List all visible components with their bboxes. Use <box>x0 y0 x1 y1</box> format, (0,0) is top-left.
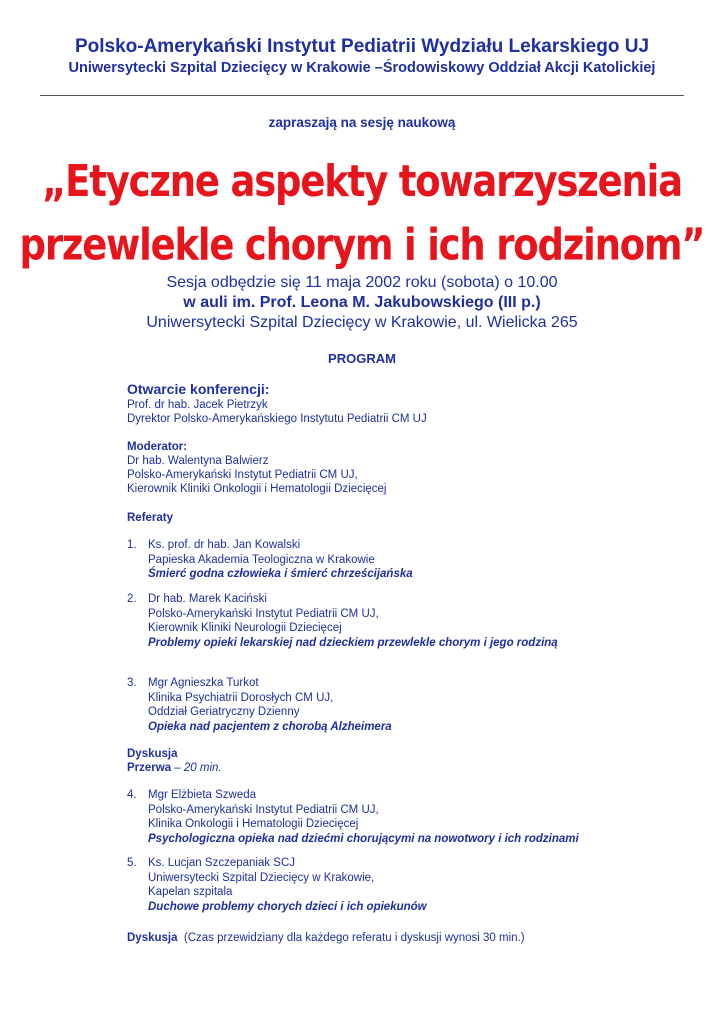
item-affiliation: Uniwersytecki Szpital Dziecięcy w Krakowie, <box>148 871 375 884</box>
moderator-section <box>127 440 387 496</box>
item-speaker: Ks. prof. dr hab. Jan Kowalski <box>148 539 301 551</box>
moderator-label: Moderator: <box>127 441 188 453</box>
program-item <box>127 538 413 582</box>
final-discussion-label: Dyskusja <box>127 932 178 944</box>
item-speaker: Dr hab. Marek Kaciński <box>148 593 267 605</box>
item-talk-title: Psychologiczna opieka nad dziećmi chorującymi na nowotwory i ich rodzinami <box>148 832 579 845</box>
program-item <box>127 676 392 734</box>
program-item <box>127 592 558 650</box>
opening-line: Dyrektor Polsko-Amerykańskiego Instytutu Pediatrii CM UJ <box>127 413 427 425</box>
item-affiliation: Oddział Geriatryczny Dzienny <box>148 706 300 718</box>
session-venue: w auli im. Prof. Leona M. Jakubowskiego (III p.) <box>183 294 541 311</box>
program-item <box>127 856 427 914</box>
item-speaker: Mgr Elżbieta Szweda <box>148 789 257 801</box>
opening-line: Prof. dr hab. Jacek Pietrzyk <box>127 399 268 411</box>
item-talk-title: Śmierć godna człowieka i śmierć chrześcijańska <box>148 568 413 580</box>
item-affiliation: Kierownik Kliniki Neurologii Dziecięcej <box>148 622 342 634</box>
item-affiliation: Papieska Akademia Teologiczna w Krakowie <box>148 553 375 566</box>
item-talk-title: Opieka nad pacjentem z chorobą Alzheimera <box>148 720 392 733</box>
final-discussion-note: (Czas przewidziany dla każdego referatu i dyskusji wynosi 30 min.) <box>177 932 525 944</box>
moderator-line: Polsko-Amerykański Instytut Pediatrii CM UJ, <box>127 469 358 481</box>
invitation-text: zapraszają na sesję naukową <box>268 115 456 130</box>
opening-label: Otwarcie konferencji: <box>127 381 270 397</box>
item-affiliation: Polsko-Amerykański Instytut Pediatrii CM UJ, <box>148 607 379 620</box>
referaty-section <box>127 511 173 525</box>
header-divider <box>40 95 684 96</box>
moderator-line: Dr hab. Walentyna Balwierz <box>127 455 269 467</box>
discussion-label: Dyskusja <box>127 748 178 760</box>
item-affiliation: Klinika Onkologii i Hematologii Dziecięcej <box>148 818 359 830</box>
session-address: Uniwersytecki Szpital Dziecięcy w Krakowie, ul. Wielicka 265 <box>146 314 578 331</box>
header-hospital: Uniwersytecki Szpital Dziecięcy w Krakowie –Środowiskowy Oddział Akcji Katolickiej <box>68 60 656 76</box>
item-number: 3. <box>127 677 137 689</box>
program-heading: PROGRAM <box>328 351 396 366</box>
item-number: 2. <box>127 593 137 605</box>
session-title-line1: „Etyczne aspekty towarzyszenia <box>42 155 682 207</box>
break-label: Przerwa <box>127 762 172 774</box>
session-date: Sesja odbędzie się 11 maja 2002 roku (sobota) o 10.00 <box>166 274 558 291</box>
item-affiliation: Kapelan szpitala <box>148 886 233 898</box>
moderator-line: Kierownik Kliniki Onkologii i Hematologii Dziecięcej <box>127 483 387 495</box>
program-item <box>127 788 579 846</box>
break-section <box>127 747 222 775</box>
item-talk-title: Problemy opieki lekarskiej nad dzieckiem przewlekle chorym i jego rodziną <box>148 636 558 649</box>
item-talk-title: Duchowe problemy chorych dzieci i ich opiekunów <box>148 900 427 913</box>
opening-section <box>127 381 427 426</box>
session-title <box>0 150 724 277</box>
break-separator: – <box>171 762 184 774</box>
item-number: 5. <box>127 857 137 869</box>
break-duration: 20 min. <box>183 762 222 774</box>
item-speaker: Mgr Agnieszka Turkot <box>148 677 259 689</box>
item-affiliation: Polsko-Amerykański Instytut Pediatrii CM UJ, <box>148 803 379 816</box>
referaty-label: Referaty <box>127 512 174 524</box>
item-speaker: Ks. Lucjan Szczepaniak SCJ <box>148 857 296 869</box>
item-number: 1. <box>127 539 137 551</box>
item-number: 4. <box>127 789 137 801</box>
item-affiliation: Klinika Psychiatrii Dorosłych CM UJ, <box>148 691 334 704</box>
break-line <box>127 761 222 775</box>
session-title-line2: przewlekle chorym i ich rodzinom” <box>19 219 705 271</box>
final-discussion <box>127 931 525 945</box>
header-institute: Polsko-Amerykański Instytut Pediatrii Wydziału Lekarskiego UJ <box>74 36 650 57</box>
